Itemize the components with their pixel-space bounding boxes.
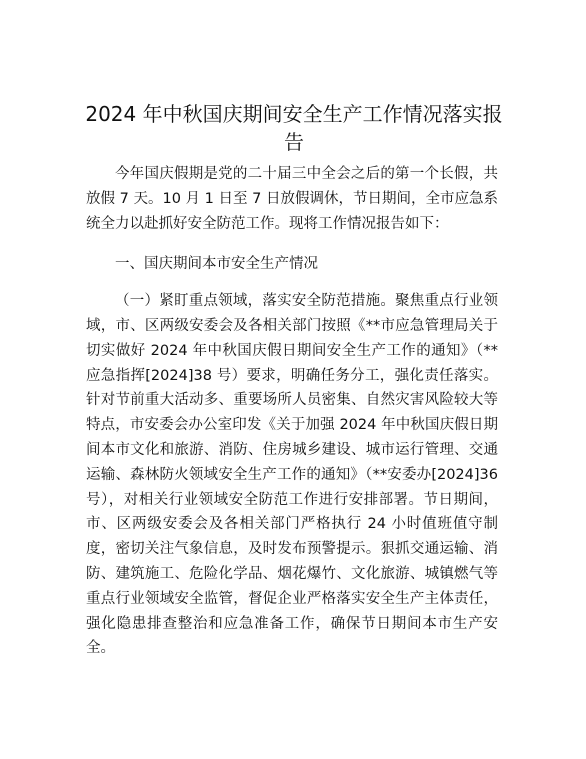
section-paragraph: （一）紧盯重点领域，落实安全防范措施。聚焦重点行业领域，市、区两级安委会及各相关部门按照《**市应急管理局关于切实做好 2024 年中秋国庆假日期间安全生产工作的通知》（**应急指挥[2024]38 号）要求，明确任务分工，强化责任落实。针对节前重大活动多、重要场所人员密集、自然灾害风险较大等特点，市安委会办公室印发《关于加强 2024 年中秋国庆假日期间本市文化和旅游、消防、住房城乡建设、城市运行管理、交通运输、森林防火领域安全生产工作的通知》（**安委办[2024]36 号），对相关行业领域安全防范工作进行安排部署。节日期间，市、区两级安委会及各相关部门严格执行 24 小时值班值守制度，密切关注气象信息，及时发布预警提示。狠抓交通运输、消防、建筑施工、危险化学品、烟花爆竹、文化旅游、城镇燃气等重点行业领域安全监管，督促企业严格落实安全生产主体责任，强化隐患排查整治和应急准备工作，确保节日期间本市生产安全。 [86,293,498,657]
document-body [86,162,498,661]
document-title: 2024 年中秋国庆期间安全生产工作情况落实报告 [85,102,503,154]
section-heading: 一、国庆期间本市安全生产情况 [115,256,318,273]
intro-paragraph: 今年国庆假期是党的二十届三中全会之后的第一个长假，共放假 7 天。10 月 1 日至 7 日放假调休，节日期间，全市应急系统全力以赴抓好安全防范工作。现将工作情况报告如下： [86,166,498,232]
